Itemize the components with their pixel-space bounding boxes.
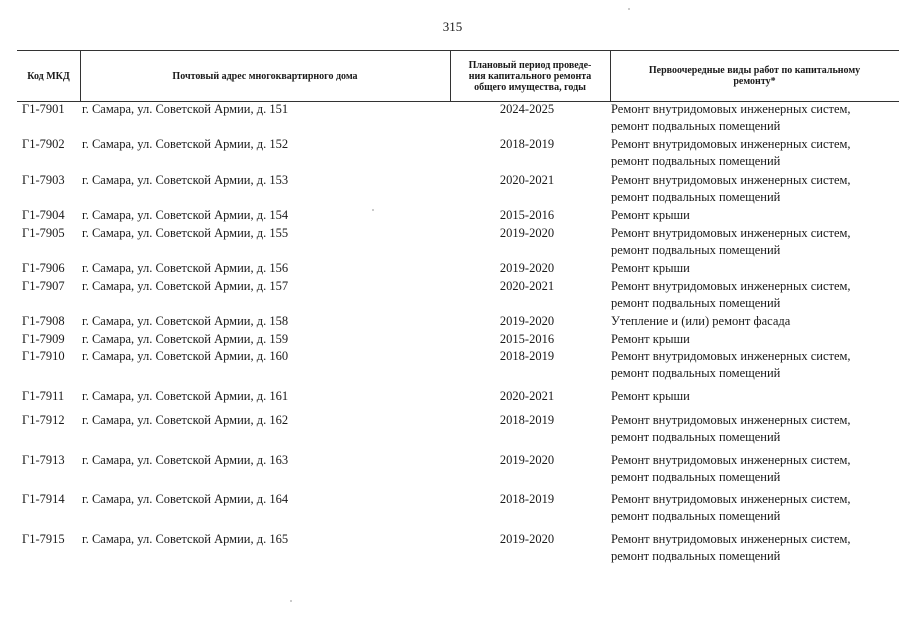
row-work xyxy=(611,348,901,382)
row-address: г. Самара, ул. Советской Армии, д. 157 xyxy=(82,279,289,293)
table-header xyxy=(17,50,899,102)
row-period: 2024-2025 xyxy=(499,102,555,116)
row-period: 2018-2019 xyxy=(499,492,555,506)
row-work-line: Ремонт внутридомовых инженерных систем, xyxy=(611,173,851,187)
row-work-line: Ремонт внутридомовых инженерных систем, xyxy=(611,279,851,293)
row-work-line: Ремонт внутридомовых инженерных систем, xyxy=(611,137,851,151)
row-work-line: Ремонт внутридомовых инженерных систем, xyxy=(611,349,851,363)
row-work-line: ремонт подвальных помещений xyxy=(611,509,781,523)
row-address: г. Самара, ул. Советской Армии, д. 165 xyxy=(82,532,289,546)
row-period: 2019-2020 xyxy=(499,314,555,328)
row-code: Г1-7911 xyxy=(22,389,65,403)
scan-speck xyxy=(290,600,292,602)
row-code: Г1-7905 xyxy=(22,226,65,240)
row-code: Г1-7915 xyxy=(22,532,65,546)
header-period-line: ния капитального ремонта xyxy=(468,70,592,82)
row-work-line: Ремонт крыши xyxy=(611,261,690,275)
row-period: 2019-2020 xyxy=(499,261,555,275)
row-code: Г1-7910 xyxy=(22,349,65,363)
header-period-line: Плановый период проведе- xyxy=(468,59,592,71)
row-work-line: ремонт подвальных помещений xyxy=(611,366,781,380)
header-works-line: Первоочередные виды работ по капитальному xyxy=(648,65,861,76)
row-work-line: Ремонт внутридомовых инженерных систем, xyxy=(611,226,851,240)
row-address: г. Самара, ул. Советской Армии, д. 153 xyxy=(82,173,289,187)
row-work xyxy=(611,101,901,135)
row-address: г. Самара, ул. Советской Армии, д. 163 xyxy=(82,453,289,467)
row-work-line: ремонт подвальных помещений xyxy=(611,243,781,257)
header-code: Код МКД xyxy=(27,70,70,82)
scan-speck xyxy=(628,8,630,10)
row-work xyxy=(611,225,901,259)
row-address: г. Самара, ул. Советской Армии, д. 156 xyxy=(82,261,289,275)
row-address: г. Самара, ул. Советской Армии, д. 151 xyxy=(82,102,289,116)
row-work-line: ремонт подвальных помещений xyxy=(611,119,781,133)
row-work-line: Ремонт внутридомовых инженерных систем, xyxy=(611,492,851,506)
row-work xyxy=(611,331,901,348)
row-period: 2018-2019 xyxy=(499,349,555,363)
row-address: г. Самара, ул. Советской Армии, д. 160 xyxy=(82,349,289,363)
row-address: г. Самара, ул. Советской Армии, д. 159 xyxy=(82,332,289,346)
row-code: Г1-7907 xyxy=(22,279,65,293)
row-address: г. Самара, ул. Советской Армии, д. 152 xyxy=(82,137,289,151)
page-number: 315 xyxy=(442,19,463,34)
row-code: Г1-7902 xyxy=(22,137,65,151)
row-address: г. Самара, ул. Советской Армии, д. 155 xyxy=(82,226,289,240)
row-address: г. Самара, ул. Советской Армии, д. 154 xyxy=(82,208,289,222)
row-work-line: Ремонт крыши xyxy=(611,389,690,403)
row-work-line: ремонт подвальных помещений xyxy=(611,154,781,168)
row-work-line: Ремонт внутридомовых инженерных систем, xyxy=(611,413,851,427)
row-work-line: Ремонт крыши xyxy=(611,332,690,346)
row-work-line: ремонт подвальных помещений xyxy=(611,549,781,563)
row-work xyxy=(611,278,901,312)
row-work xyxy=(611,136,901,170)
row-work-line: Ремонт внутридомовых инженерных систем, xyxy=(611,532,851,546)
row-work xyxy=(611,531,901,565)
row-work xyxy=(611,491,901,525)
row-work xyxy=(611,207,901,224)
row-work xyxy=(611,412,901,446)
row-code: Г1-7914 xyxy=(22,492,65,506)
header-works xyxy=(610,51,899,101)
row-period: 2015-2016 xyxy=(499,332,555,346)
row-period: 2020-2021 xyxy=(499,173,555,187)
row-period: 2018-2019 xyxy=(499,413,555,427)
row-period: 2019-2020 xyxy=(499,226,555,240)
header-period-line: общего имущества, годы xyxy=(474,81,586,93)
header-works-line: ремонту* xyxy=(733,76,776,87)
row-code: Г1-7906 xyxy=(22,261,65,275)
row-period: 2015-2016 xyxy=(499,208,555,222)
row-work xyxy=(611,313,901,330)
row-address: г. Самара, ул. Советской Армии, д. 158 xyxy=(82,314,289,328)
row-work-line: ремонт подвальных помещений xyxy=(611,430,781,444)
row-code: Г1-7903 xyxy=(22,173,65,187)
row-address: г. Самара, ул. Советской Армии, д. 162 xyxy=(82,413,289,427)
row-work xyxy=(611,452,901,486)
row-address: г. Самара, ул. Советской Армии, д. 164 xyxy=(82,492,289,506)
row-period: 2019-2020 xyxy=(499,532,555,546)
row-code: Г1-7913 xyxy=(22,453,65,467)
row-work-line: ремонт подвальных помещений xyxy=(611,470,781,484)
row-code: Г1-7904 xyxy=(22,208,65,222)
row-period: 2018-2019 xyxy=(499,137,555,151)
row-work-line: Ремонт внутридомовых инженерных систем, xyxy=(611,453,851,467)
row-period: 2020-2021 xyxy=(499,389,555,403)
header-period xyxy=(450,51,610,101)
row-period: 2020-2021 xyxy=(499,279,555,293)
row-code: Г1-7912 xyxy=(22,413,65,427)
row-address: г. Самара, ул. Советской Армии, д. 161 xyxy=(82,389,289,403)
row-period: 2019-2020 xyxy=(499,453,555,467)
row-work xyxy=(611,388,901,405)
row-work xyxy=(611,172,901,206)
header-address: Почтовый адрес многоквартирного дома xyxy=(172,70,358,82)
row-code: Г1-7909 xyxy=(22,332,65,346)
row-work-line: ремонт подвальных помещений xyxy=(611,296,781,310)
scan-speck xyxy=(372,209,374,211)
row-code: Г1-7908 xyxy=(22,314,65,328)
row-work-line: Ремонт крыши xyxy=(611,208,690,222)
row-work-line: Ремонт внутридомовых инженерных систем, xyxy=(611,102,851,116)
row-work-line: Утепление и (или) ремонт фасада xyxy=(611,314,791,328)
row-work xyxy=(611,260,901,277)
row-code: Г1-7901 xyxy=(22,102,65,116)
row-work-line: ремонт подвальных помещений xyxy=(611,190,781,204)
